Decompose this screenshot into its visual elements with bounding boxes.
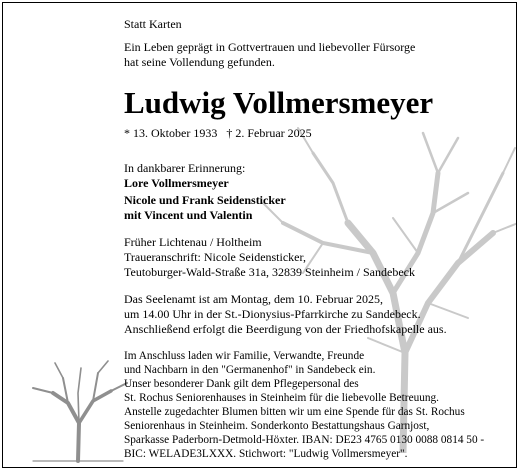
deceased-name: Ludwig Vollmersmeyer — [124, 85, 434, 120]
intro-line-1: Ein Leben geprägt in Gottvertrauen und liebevoller Fürsorge — [124, 40, 416, 54]
notice-content — [124, 17, 514, 461]
mourner-line-1: Lore Vollmersmeyer — [124, 176, 229, 190]
address-line-2: Traueranschrift: Nicole Seidensticker, — [124, 250, 307, 264]
closing-line-2: und Nachbarn in den "Germanenhof" in Sandebeck ein. — [124, 364, 376, 376]
life-dates: * 13. Oktober 1933 † 2. Februar 2025 — [124, 126, 312, 140]
closing-line-1: Im Anschluss laden wir Familie, Verwandte, Freunde — [124, 350, 365, 362]
closing-line-5: Anstelle zugedachter Blumen bitten wir um eine Spende für das St. Rochus — [124, 406, 465, 418]
mourner-line-3: mit Vincent und Valentin — [124, 208, 253, 222]
address-line-1: Früher Lichtenau / Holtheim — [124, 235, 262, 249]
service-line-3: Anschließend erfolgt die Beerdigung von der Friedhofskapelle aus. — [124, 322, 447, 336]
service-line-1: Das Seelenamt ist am Montag, dem 10. Februar 2025, — [124, 292, 383, 306]
closing-line-3: Unser besonderer Dank gilt dem Pflegepersonal des — [124, 378, 359, 390]
header-text: Statt Karten — [124, 17, 182, 31]
intro-line-2: hat seine Vollendung gefunden. — [124, 55, 275, 69]
closing-line-7: Sparkasse Paderborn-Detmold-Höxter. IBAN: DE23 4765 0130 0088 0814 50 - — [124, 434, 485, 446]
obituary-notice — [2, 2, 517, 468]
closing-line-8: BIC: WELADE3LXXX. Stichwort: "Ludwig Vollmersmeyer". — [124, 448, 408, 460]
address-line-3: Teutoburger-Wald-Straße 31a, 32839 Steinheim / Sandebeck — [124, 265, 415, 279]
small-tree-icon — [23, 353, 133, 463]
closing-line-6: Seniorenhaus in Steinheim. Sonderkonto Bestattungshaus Garnjost, — [124, 420, 430, 432]
mourner-line-2: Nicole und Frank Seidensticker — [124, 193, 286, 207]
remembrance-intro: In dankbarer Erinnerung: — [124, 161, 246, 175]
service-line-2: um 14.00 Uhr in der St.-Dionysius-Pfarrkirche zu Sandebeck. — [124, 307, 421, 321]
closing-line-4: St. Rochus Seniorenhauses in Steinheim für die liebevolle Betreuung. — [124, 392, 439, 404]
